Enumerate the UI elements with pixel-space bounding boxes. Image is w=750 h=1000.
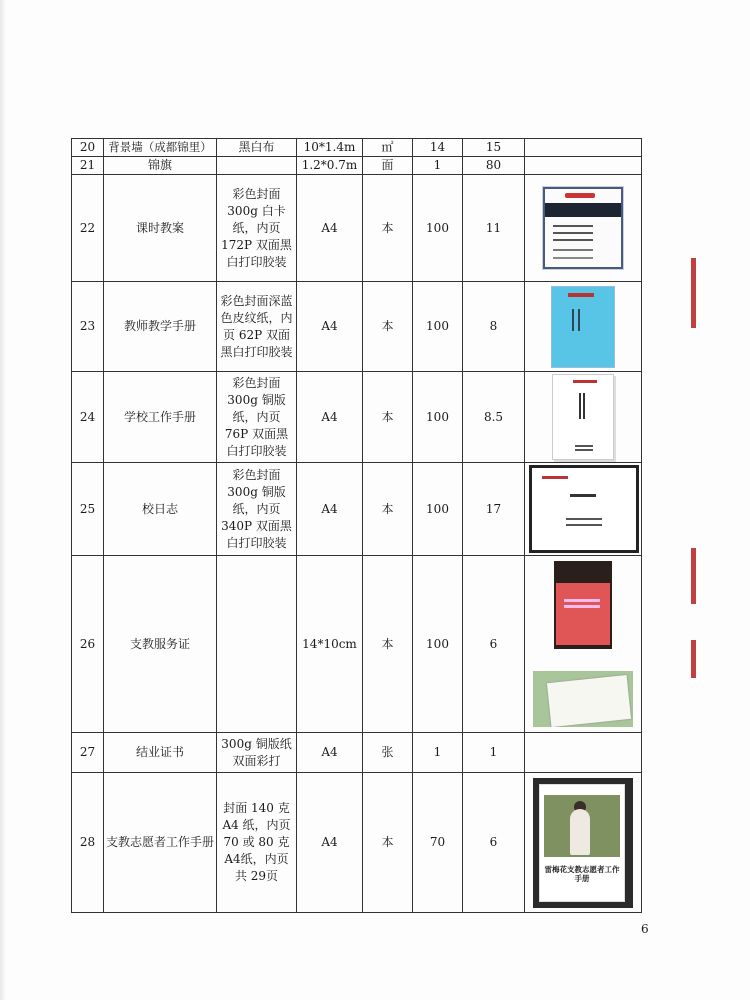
- item-size: A4: [297, 773, 363, 913]
- volunteer-handbook-caption: 雷梅花支教志愿者工作手册: [544, 864, 620, 883]
- item-spec: 300g 铜版纸双面彩打: [217, 733, 297, 773]
- item-spec: 封面 140 克A4 纸，内页70 或 80 克 A4纸，内页共 29页: [217, 773, 297, 913]
- item-price: 6: [463, 773, 525, 913]
- item-name: 课时教案: [104, 175, 217, 282]
- item-name: 支教服务证: [104, 556, 217, 733]
- item-price: 6: [463, 556, 525, 733]
- school-log-cover-photo: [529, 465, 639, 553]
- table-row: [72, 282, 642, 372]
- materials-table: [71, 138, 642, 913]
- item-name: 教师教学手册: [104, 282, 217, 372]
- item-image: [525, 282, 642, 372]
- red-seal-fragment: [691, 258, 696, 328]
- table-row: [72, 175, 642, 282]
- item-unit: 本: [363, 175, 413, 282]
- table-row: [72, 463, 642, 556]
- item-size: A4: [297, 282, 363, 372]
- item-name: 结业证书: [104, 733, 217, 773]
- item-unit: ㎡: [363, 139, 413, 157]
- red-seal-fragment: [691, 548, 696, 604]
- red-seal-fragment: [691, 640, 696, 678]
- item-image: [525, 773, 642, 913]
- row-number: 20: [72, 139, 104, 157]
- table-row: [72, 372, 642, 463]
- row-number: 26: [72, 556, 104, 733]
- item-spec: 彩色封面深蓝色皮纹纸，内页 62P 双面黑白打印胶装: [217, 282, 297, 372]
- teacher-handbook-cover-photo: [551, 286, 615, 368]
- page-edge-shadow: [0, 0, 6, 1000]
- table-row: [72, 556, 642, 733]
- row-number: 25: [72, 463, 104, 556]
- item-spec: [217, 157, 297, 175]
- item-quantity: 100: [413, 556, 463, 733]
- item-price: 8.5: [463, 372, 525, 463]
- row-number: 27: [72, 733, 104, 773]
- item-unit: 本: [363, 282, 413, 372]
- volunteer-handbook-cover-photo: [533, 778, 633, 908]
- item-image: [525, 139, 642, 157]
- lesson-plan-cover-photo: [543, 187, 623, 269]
- item-quantity: 100: [413, 175, 463, 282]
- item-image: [525, 157, 642, 175]
- item-unit: 张: [363, 733, 413, 773]
- item-price: 11: [463, 175, 525, 282]
- item-size: A4: [297, 372, 363, 463]
- row-number: 24: [72, 372, 104, 463]
- table-row: [72, 157, 642, 175]
- item-spec: 彩色封面300g 白卡纸，内页 172P 双面黑白打印胶装: [217, 175, 297, 282]
- item-price: 15: [463, 139, 525, 157]
- item-price: 1: [463, 733, 525, 773]
- item-quantity: 70: [413, 773, 463, 913]
- item-price: 17: [463, 463, 525, 556]
- item-name: 背景墙（成都锦里）: [104, 139, 217, 157]
- item-spec: 彩色封面300g 铜版纸，内页 76P 双面黑白打印胶装: [217, 372, 297, 463]
- item-size: 10*1.4m: [297, 139, 363, 157]
- item-spec: 彩色封面300g 铜版纸，内页 340P 双面黑白打印胶装: [217, 463, 297, 556]
- item-unit: 面: [363, 157, 413, 175]
- service-certificate-cover-photo: [554, 561, 612, 649]
- item-quantity: 100: [413, 372, 463, 463]
- item-price: 80: [463, 157, 525, 175]
- item-quantity: 14: [413, 139, 463, 157]
- table-row: [72, 139, 642, 157]
- row-number: 22: [72, 175, 104, 282]
- item-unit: 本: [363, 463, 413, 556]
- item-image: [525, 556, 642, 733]
- item-name: 支教志愿者工作手册: [104, 773, 217, 913]
- page-number: 6: [641, 922, 649, 936]
- item-spec: [217, 556, 297, 733]
- item-quantity: 100: [413, 463, 463, 556]
- item-unit: 本: [363, 372, 413, 463]
- item-quantity: 100: [413, 282, 463, 372]
- item-quantity: 1: [413, 157, 463, 175]
- item-size: A4: [297, 175, 363, 282]
- item-size: 14*10cm: [297, 556, 363, 733]
- table-row: [72, 773, 642, 913]
- item-image: [525, 463, 642, 556]
- item-unit: 本: [363, 773, 413, 913]
- item-name: 锦旗: [104, 157, 217, 175]
- item-size: A4: [297, 463, 363, 556]
- item-price: 8: [463, 282, 525, 372]
- item-image: [525, 372, 642, 463]
- item-name: 学校工作手册: [104, 372, 217, 463]
- row-number: 28: [72, 773, 104, 913]
- row-number: 21: [72, 157, 104, 175]
- item-name: 校日志: [104, 463, 217, 556]
- item-image: [525, 175, 642, 282]
- school-work-handbook-cover-photo: [552, 374, 614, 460]
- item-size: 1.2*0.7m: [297, 157, 363, 175]
- item-unit: 本: [363, 556, 413, 733]
- row-number: 23: [72, 282, 104, 372]
- item-image: [525, 733, 642, 773]
- item-quantity: 1: [413, 733, 463, 773]
- service-certificate-inside-photo: [533, 671, 633, 727]
- item-spec: 黑白布: [217, 139, 297, 157]
- table-row: [72, 733, 642, 773]
- item-size: A4: [297, 733, 363, 773]
